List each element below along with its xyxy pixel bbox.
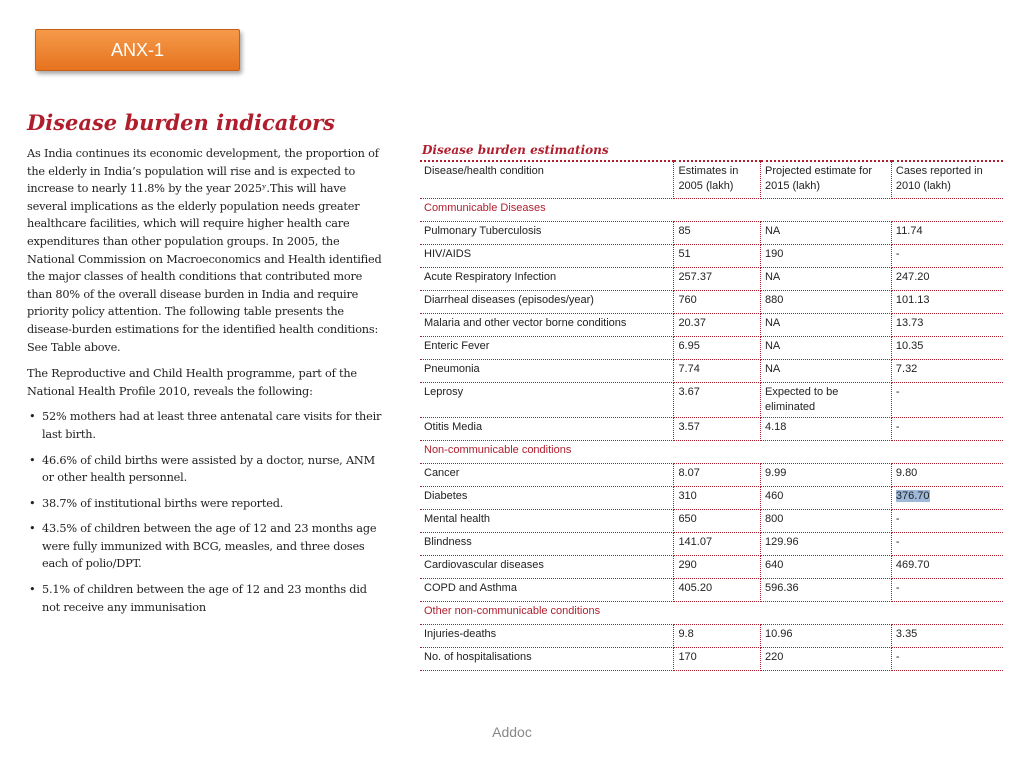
disease-burden-table <box>420 160 1003 671</box>
table-cell <box>420 510 674 533</box>
table-cell <box>891 268 1003 291</box>
cell-value: 469.70 <box>895 559 930 571</box>
table-cell <box>420 579 674 602</box>
cell-value: 4.18 <box>764 421 787 433</box>
table-cell <box>760 418 891 441</box>
table-row <box>420 625 1003 648</box>
cell-value: 170 <box>678 651 697 663</box>
cell-value: 13.73 <box>895 317 924 329</box>
cell-value: Diarrheal diseases (episodes/year) <box>424 294 594 306</box>
column-header: Cases reported in 2010 (lakh) <box>891 161 1003 199</box>
cell-value: Pulmonary Tuberculosis <box>424 225 542 237</box>
cell-value: COPD and Asthma <box>424 582 517 594</box>
cell-value: 85 <box>678 225 691 237</box>
table-cell <box>891 625 1003 648</box>
cell-value: 101.13 <box>895 294 930 306</box>
table-section-row <box>420 602 1003 625</box>
cell-value: 141.07 <box>678 536 713 548</box>
section-label: Communicable Diseases <box>420 199 1003 222</box>
cell-value: 3.35 <box>895 628 918 640</box>
cell-value: 7.32 <box>895 363 918 375</box>
table-row <box>420 648 1003 671</box>
cell-value: 596.36 <box>764 582 799 594</box>
table-cell <box>420 625 674 648</box>
cell-value: 9.8 <box>678 628 694 640</box>
table-cell <box>674 418 761 441</box>
table-cell <box>420 291 674 314</box>
table-row <box>420 337 1003 360</box>
cell-value: 640 <box>764 559 784 571</box>
cell-value: Mental health <box>424 513 491 525</box>
cell-value: 129.96 <box>764 536 799 548</box>
table-cell <box>891 360 1003 383</box>
bullet-item: • 46.6% of child births were assisted by a doctor, nurse, ANM or other health personnel. <box>27 452 387 487</box>
table-cell <box>420 314 674 337</box>
cell-value: 310 <box>678 490 697 502</box>
table-cell <box>891 579 1003 602</box>
table-row <box>420 360 1003 383</box>
table-row <box>420 464 1003 487</box>
table-row <box>420 314 1003 337</box>
table-cell <box>674 487 761 510</box>
table-cell <box>760 648 891 671</box>
table-cell <box>674 314 761 337</box>
table-cell <box>891 418 1003 441</box>
disease-burden-table-container <box>420 160 1003 671</box>
table-cell <box>674 625 761 648</box>
cell-value: 8.07 <box>678 467 700 479</box>
table-cell <box>760 222 891 245</box>
table-header-row <box>420 161 1003 199</box>
cell-value: 3.57 <box>678 421 700 433</box>
table-row <box>420 291 1003 314</box>
table-row <box>420 487 1003 510</box>
cell-value: - <box>895 651 900 663</box>
cell-value: 9.80 <box>895 467 918 479</box>
table-cell <box>891 556 1003 579</box>
cell-value: 220 <box>764 651 784 663</box>
table-row <box>420 383 1003 418</box>
body-text <box>27 145 387 624</box>
table-cell <box>760 383 891 418</box>
cell-value: Otitis Media <box>424 421 483 433</box>
table-cell <box>891 245 1003 268</box>
column-header: Disease/health condition <box>420 161 674 199</box>
cell-value: 7.74 <box>678 363 700 375</box>
rch-paragraph: The Reproductive and Child Health programme, part of the National Health Profile 2010, reveals the following: <box>27 367 357 398</box>
table-cell <box>760 464 891 487</box>
bullet-item: • 5.1% of children between the age of 12 and 23 months did not receive any immunisation <box>27 581 387 616</box>
table-cell <box>891 487 1003 510</box>
cell-value: 20.37 <box>678 317 706 329</box>
table-cell <box>420 464 674 487</box>
cell-value: Cancer <box>424 467 460 479</box>
table-cell <box>674 579 761 602</box>
table-cell <box>674 510 761 533</box>
table-cell <box>420 383 674 418</box>
cell-value: - <box>895 536 900 548</box>
cell-value: - <box>895 582 900 594</box>
rch-bullet-list <box>27 408 387 616</box>
cell-value: 10.35 <box>895 340 924 352</box>
table-cell <box>674 533 761 556</box>
cell-value: Enteric Fever <box>424 340 490 352</box>
section-label: Non-communicable conditions <box>420 441 1003 464</box>
table-cell <box>891 464 1003 487</box>
cell-value: Leprosy <box>424 386 464 398</box>
table-cell <box>674 291 761 314</box>
cell-value: Malaria and other vector borne conditions <box>424 317 627 329</box>
cell-value: No. of hospitalisations <box>424 651 532 663</box>
table-cell <box>760 579 891 602</box>
table-cell <box>674 648 761 671</box>
table-cell <box>891 314 1003 337</box>
table-row <box>420 222 1003 245</box>
cell-value: NA <box>764 317 781 329</box>
cell-value: 10.96 <box>764 628 793 640</box>
section-label: Other non-communicable conditions <box>420 602 1003 625</box>
cell-value: 880 <box>764 294 784 306</box>
table-section-row <box>420 199 1003 222</box>
table-row <box>420 533 1003 556</box>
table-cell <box>760 268 891 291</box>
column-header: Estimates in 2005 (lakh) <box>674 161 761 199</box>
table-cell <box>674 556 761 579</box>
table-cell <box>420 245 674 268</box>
table-title: Disease burden estimations <box>422 143 609 157</box>
cell-value: 11.74 <box>895 225 923 237</box>
highlighted-cell-value: 376.70 <box>895 490 930 502</box>
table-row <box>420 556 1003 579</box>
table-cell <box>674 360 761 383</box>
cell-value: Injuries-deaths <box>424 628 497 640</box>
table-cell <box>891 337 1003 360</box>
table-cell <box>674 245 761 268</box>
cell-value: - <box>895 248 900 260</box>
table-cell <box>760 291 891 314</box>
cell-value: 290 <box>678 559 697 571</box>
cell-value: 405.20 <box>678 582 713 594</box>
table-cell <box>760 360 891 383</box>
cell-value: 51 <box>678 248 691 260</box>
column-header: Projected estimate for 2015 (lakh) <box>760 161 891 199</box>
cell-value: 460 <box>764 490 784 502</box>
bullet-item: • 43.5% of children between the age of 12 and 23 months age were fully immunized with BCG, measles, and three doses each of polio/DPT. <box>27 520 387 573</box>
cell-value: - <box>895 421 900 433</box>
intro-paragraph: As India continues its economic development, the proportion of the elderly in India’s population will rise and is expected to increase to nearly 11.8% by the year 2025ʸ.This will have several implications as the elderly population needs greater healthcare facilities, which will require higher health care expenditures than other population groups. In 2005, the National Commission on Macroeconomics and Health identified the major classes of health conditions that contributed more than 80% of the overall disease burden in India and require priority policy attention. The following table presents the disease-burden estimations for the identified health conditions: See Table above. <box>27 147 382 354</box>
cell-value: NA <box>764 225 781 237</box>
cell-value: 247.20 <box>895 271 930 283</box>
table-cell <box>420 222 674 245</box>
table-cell <box>420 360 674 383</box>
footer-text: Addoc <box>492 724 532 740</box>
table-cell <box>420 268 674 291</box>
table-cell <box>420 648 674 671</box>
table-cell <box>420 337 674 360</box>
table-cell <box>891 383 1003 418</box>
bullet-item: • 38.7% of institutional births were reported. <box>27 495 387 513</box>
table-cell <box>760 533 891 556</box>
cell-value: Pneumonia <box>424 363 480 375</box>
table-row <box>420 268 1003 291</box>
table-cell <box>760 625 891 648</box>
cell-value: HIV/AIDS <box>424 248 472 260</box>
cell-value: 190 <box>764 248 784 260</box>
table-cell <box>760 487 891 510</box>
cell-value: Diabetes <box>424 490 468 502</box>
cell-value: NA <box>764 271 781 283</box>
cell-value: Acute Respiratory Infection <box>424 271 557 283</box>
cell-value: - <box>895 386 900 398</box>
table-cell <box>891 222 1003 245</box>
table-cell <box>420 533 674 556</box>
table-row <box>420 245 1003 268</box>
table-cell <box>760 510 891 533</box>
bullet-item: • 52% mothers had at least three antenatal care visits for their last birth. <box>27 408 387 443</box>
cell-value: - <box>895 513 900 525</box>
table-cell <box>891 510 1003 533</box>
table-cell <box>760 314 891 337</box>
table-row <box>420 579 1003 602</box>
cell-value: 257.37 <box>678 271 713 283</box>
table-cell <box>674 268 761 291</box>
table-row <box>420 418 1003 441</box>
table-cell <box>420 556 674 579</box>
table-cell <box>674 222 761 245</box>
table-cell <box>420 418 674 441</box>
cell-value: 9.99 <box>764 467 787 479</box>
cell-value: NA <box>764 363 781 375</box>
cell-value: 760 <box>678 294 697 306</box>
section-title: Disease burden indicators <box>27 110 336 135</box>
cell-value: 650 <box>678 513 697 525</box>
table-cell <box>891 533 1003 556</box>
table-cell <box>674 383 761 418</box>
anx-badge: ANX-1 <box>35 29 240 71</box>
table-cell <box>891 648 1003 671</box>
cell-value: 6.95 <box>678 340 700 352</box>
cell-value: NA <box>764 340 781 352</box>
table-cell <box>674 337 761 360</box>
table-cell <box>760 556 891 579</box>
cell-value: Cardiovascular diseases <box>424 559 544 571</box>
table-row <box>420 510 1003 533</box>
table-cell <box>891 291 1003 314</box>
table-cell <box>760 337 891 360</box>
table-cell <box>674 464 761 487</box>
table-cell <box>420 487 674 510</box>
table-cell <box>760 245 891 268</box>
table-section-row <box>420 441 1003 464</box>
cell-value: 800 <box>764 513 784 525</box>
cell-value: Blindness <box>424 536 472 548</box>
cell-value: Expected to be eliminated <box>764 386 839 413</box>
cell-value: 3.67 <box>678 386 700 398</box>
